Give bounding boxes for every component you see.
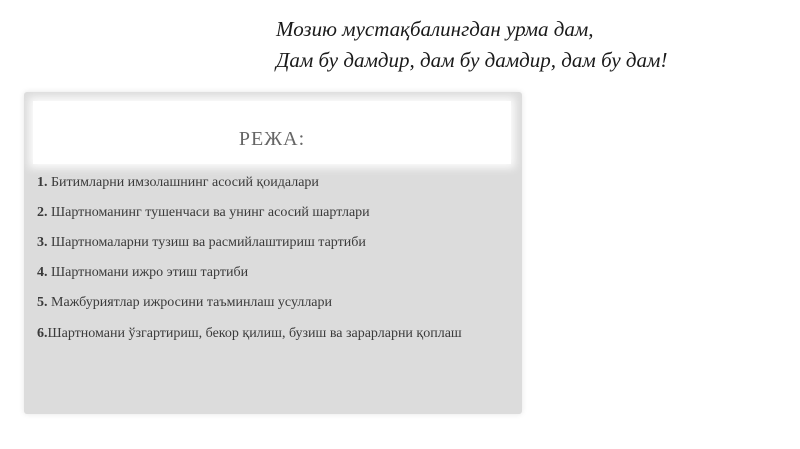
epigraph-line-1: Мозию мустақбалингдан урма дам, — [276, 17, 594, 41]
plan-item-number: 2. — [37, 205, 48, 220]
plan-item-number: 6. — [37, 326, 48, 341]
plan-item-text: Мажбуриятлар ижросини таъминлаш усуллари — [47, 295, 333, 310]
plan-item — [37, 262, 515, 292]
plan-item-number: 1. — [37, 175, 48, 190]
plan-item — [37, 172, 515, 202]
plan-card — [24, 92, 522, 414]
plan-item — [37, 322, 515, 346]
plan-item — [37, 202, 515, 232]
epigraph — [276, 14, 786, 76]
plan-item-number: 5. — [37, 295, 48, 310]
plan-item-text: Битимларни имзолашнинг асосий қоидалари — [47, 175, 319, 190]
plan-item-text: Шартноманинг тушенчаси ва унинг асосий шартлари — [47, 205, 370, 220]
plan-title-box — [33, 101, 511, 164]
plan-item — [37, 292, 515, 322]
plan-item-text: Шартномаларни тузиш ва расмийлаштириш тартиби — [47, 235, 366, 250]
plan-title: РЕЖА: — [238, 128, 306, 150]
plan-item-text: Шартномани ижро этиш тартиби — [47, 265, 249, 280]
plan-list — [37, 172, 515, 346]
plan-item-text: Шартномани ўзгартириш, бекор қилиш, бузиш ва зарарларни қоплаш — [47, 326, 462, 341]
plan-item-number: 4. — [37, 265, 48, 280]
epigraph-line-2: Дам бу дамдир, дам бу дамдир, дам бу дам! — [276, 48, 668, 72]
plan-item — [37, 232, 515, 262]
plan-item-number: 3. — [37, 235, 48, 250]
